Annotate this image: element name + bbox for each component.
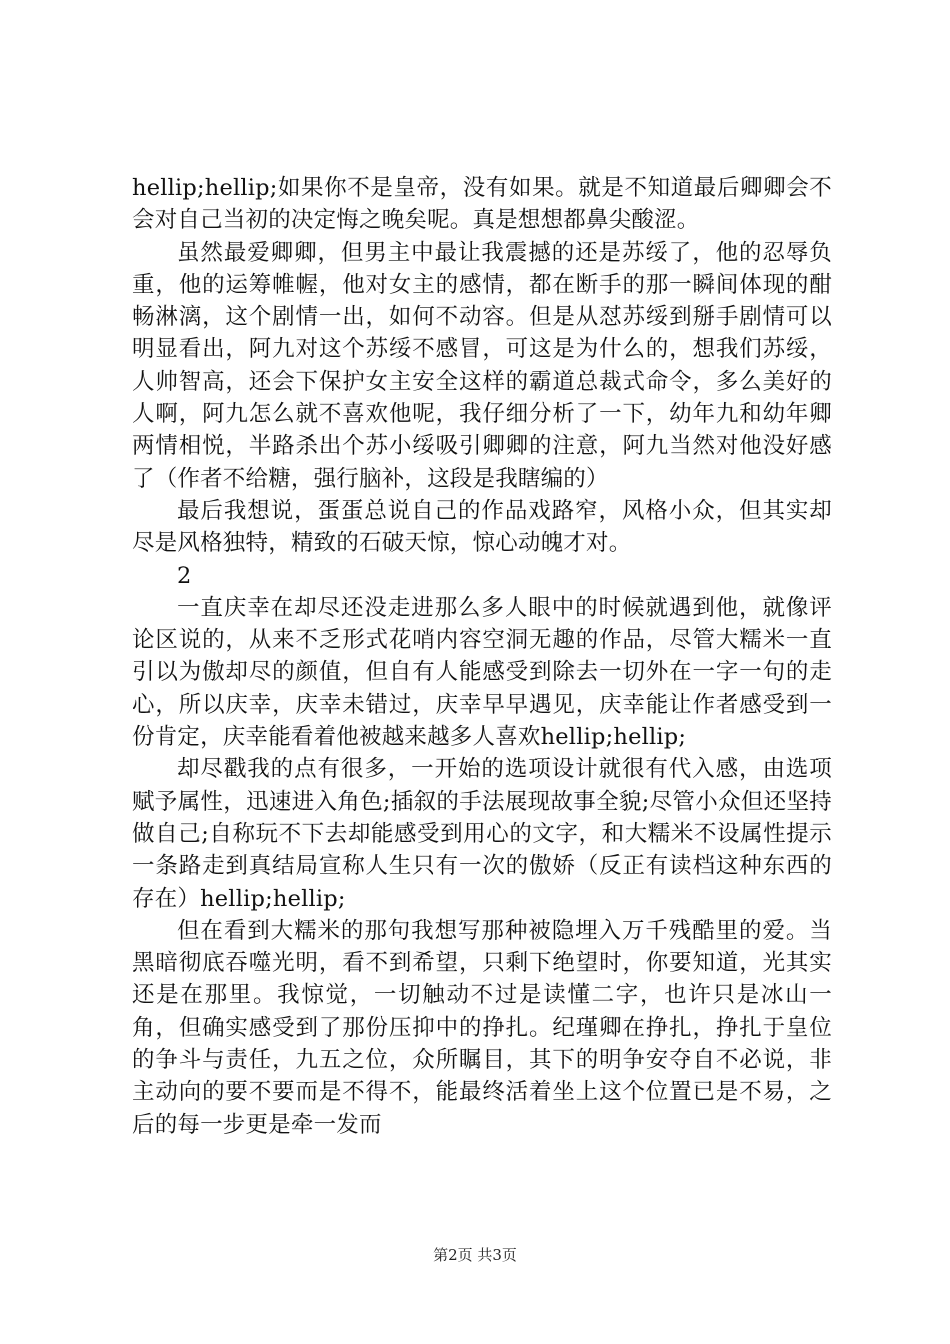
paragraph: 最后我想说，蛋蛋总说自己的作品戏路窄，风格小众，但其实却尽是风格独特，精致的石破天惊，惊心动魄才对。 [132, 497, 832, 557]
paragraph: 一直庆幸在却尽还没走进那么多人眼中的时候就遇到他，就像评论区说的，从来不乏形式花哨内容空洞无趣的作品，尽管大糯米一直引以为傲却尽的颜值，但自有人能感受到除去一切外在一字一句的走心，所以庆幸，庆幸未错过，庆幸早早遇见，庆幸能让作者感受到一份肯定，庆幸能看着他被越来越多人喜欢hellip;hellip; [132, 594, 832, 751]
paragraph: 虽然最爱卿卿，但男主中最让我震撼的还是苏绥了，他的忍辱负重，他的运筹帷幄，他对女主的感情，都在断手的那一瞬间体现的酣畅淋漓，这个剧情一出，如何不动容。但是从怼苏绥到掰手剧情可以明显看出，阿九对这个苏绥不感冒，可这是为什么的，想我们苏绥，人帅智高，还会下保护女主安全这样的霸道总裁式命令，多么美好的人啊，阿九怎么就不喜欢他呢，我仔细分析了一下，幼年九和幼年卿两情相悦，半路杀出个苏小绥吸引卿卿的注意，阿九当然对他没好感了（作者不给糖，强行脑补，这段是我瞎编的） [132, 239, 832, 492]
paragraph-continuation: hellip;hellip;如果你不是皇帝，没有如果。就是不知道最后卿卿会不会对自己当初的决定悔之晚矣呢。真是想想都鼻尖酸涩。 [132, 175, 832, 234]
paragraph: 但在看到大糯米的那句我想写那种被隐埋入万千残酷里的爱。当黑暗彻底吞噬光明，看不到希望，只剩下绝望时，你要知道，光其实还是在那里。我惊觉，一切触动不过是读懂二字，也许只是冰山一角，但确实感受到了那份压抑中的挣扎。纪瑾卿在挣扎，挣扎于皇位的争斗与责任，九五之位，众所瞩目，其下的明争安夺自不必说，非主动向的要不要而是不得不，能最终活着坐上这个位置已是不易，之后的每一步更是牵一发而 [132, 917, 832, 1138]
section-number: 2 [177, 562, 192, 589]
body-text [132, 172, 832, 1141]
page-footer: 第2页 共3页 [433, 1246, 517, 1264]
paragraph: 却尽戳我的点有很多，一开始的选项设计就很有代入感，由选项赋予属性，迅速进入角色;插叙的手法展现故事全貌;尽管小众但还坚持做自己;自称玩不下去却能感受到用心的文字，和大糯米不设属性提示一条路走到真结局宣称人生只有一次的傲娇（反正有读档这种东西的存在）hellip;hellip; [132, 756, 832, 912]
